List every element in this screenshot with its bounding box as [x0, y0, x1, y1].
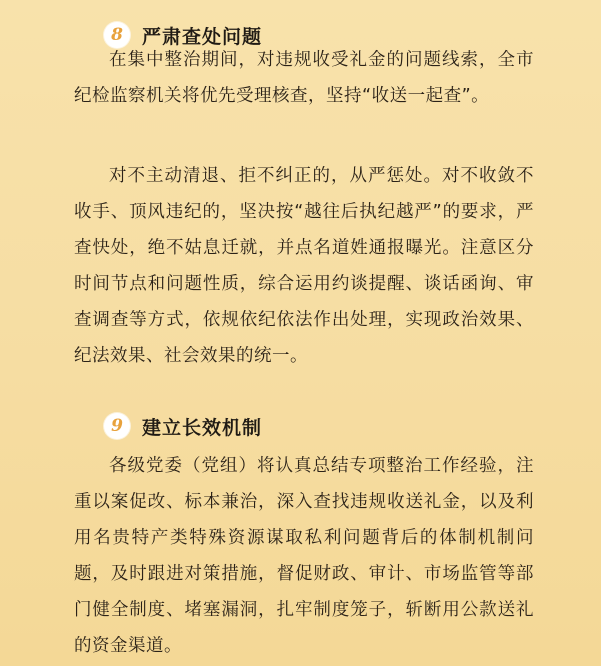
section-number-badge: 8	[104, 22, 130, 48]
paragraph: 在集中整治期间，对违规收受礼金的问题线索，全市纪检监察机关将优先受理核查，坚持“收送一起查”。	[74, 50, 534, 106]
section-title: 严肃查处问题	[142, 25, 263, 48]
section-header	[104, 411, 262, 441]
section-number-badge: 9	[104, 413, 130, 439]
paragraph: 各级党委（党组）将认真总结专项整治工作经验，注重以案促改、标本兼治，深入查找违规收送礼金，以及利用名贵特产类特殊资源谋取私利问题背后的体制机制问题，及时跟进对策措施，督促财政、审计、市场监管等部门健全制度、堵塞漏洞，扎牢制度笼子，斩断用公款送礼的资金渠道。	[74, 456, 534, 656]
paragraph: 对不主动清退、拒不纠正的，从严惩处。对不收敛不收手、顶风违纪的，坚决按“越往后执纪越严”的要求，严查快处，绝不姑息迁就，并点名道姓通报曝光。注意区分时间节点和问题性质，综合运用约谈提醒、谈话函询、审查调查等方式，依规依纪依法作出处理，实现政治效果、纪法效果、社会效果的统一。	[74, 166, 534, 366]
section-title: 建立长效机制	[142, 416, 263, 439]
